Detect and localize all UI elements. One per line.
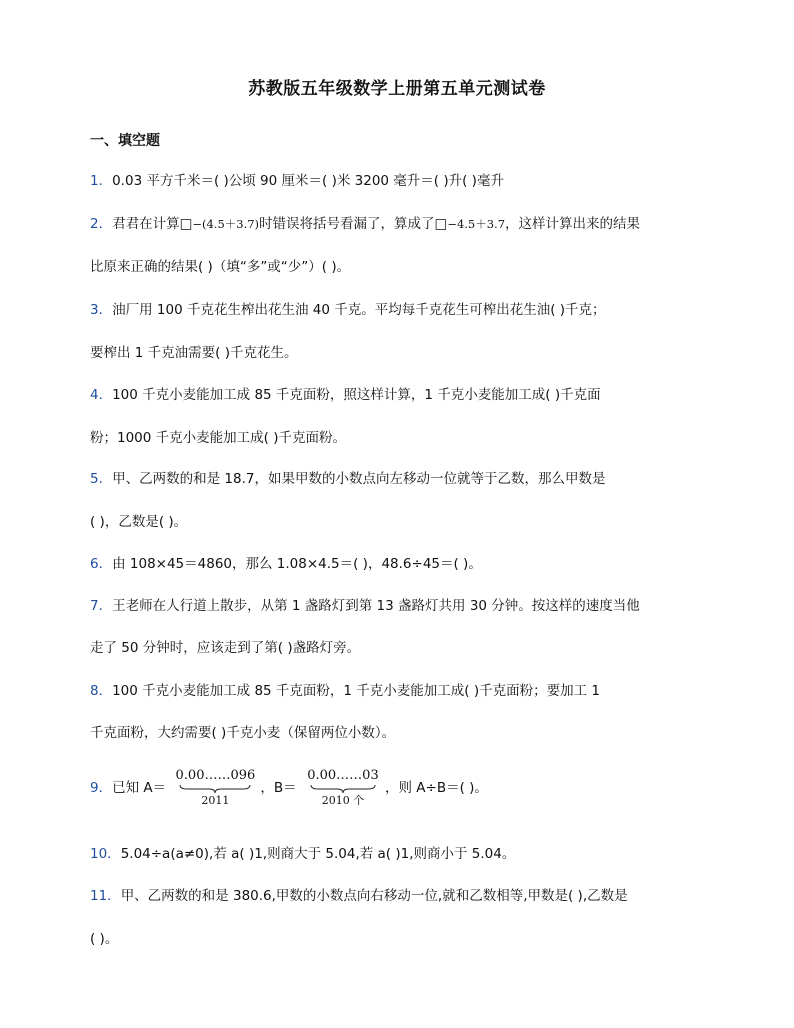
question-number: 8． [90,683,113,699]
question-text: ，这样计算出来的结果 [505,216,641,232]
repeating-decimal: 0.00……096 [175,768,256,783]
question-8 [90,681,600,701]
question-5 [90,469,605,489]
question-4-line-2: 粉；1000 千克小麦能加工成( )千克面粉。 [90,430,346,446]
question-7-line-2: 走了 50 分钟时，应该走到了第( )盏路灯旁。 [90,640,361,656]
question-text: 时错误将括号看漏了，算成了□ [259,216,448,232]
question-11-line-2: ( )。 [90,931,119,947]
question-text: 由 108×45＝4860，那么 1.08×4.5＝( )，48.6÷45＝( )。 [112,556,482,572]
underbrace-icon [310,784,376,794]
question-number: 2． [90,216,113,232]
question-number: 11． [90,888,121,904]
question-text: 100 千克小麦能加工成 85 千克面粉，照这样计算，1 千克小麦能加工成( )千克面 [112,387,601,403]
underbrace-icon [179,784,251,794]
question-1 [90,171,504,191]
question-text: 油厂用 100 千克花生榨出花生油 40 千克。平均每千克花生可榨出花生油( )千克； [112,302,606,318]
underbrace-number-a [170,768,260,808]
question-text: 君君在计算□ [112,216,193,232]
question-2-line-2: 比原来正确的结果( )（填“多”或“少”）( )。 [90,259,351,275]
question-text: 王老师在人行道上散步，从第 1 盏路灯到第 13 盏路灯共用 30 分钟。按这样的速度当他 [112,598,640,614]
question-number: 1． [90,173,113,189]
zero-count-label: 2011 [201,794,230,807]
math-expression: −(4.5＋3.7) [192,217,260,231]
question-text: ，则 A÷B＝( )。 [384,780,488,796]
question-10 [90,844,515,864]
question-4 [90,385,601,405]
question-text: 100 千克小麦能加工成 85 千克面粉，1 千克小麦能加工成( )千克面粉；要加工 1 [112,683,600,699]
question-number: 9． [90,780,113,796]
question-number: 4． [90,387,113,403]
question-number: 5． [90,471,113,487]
math-expression: −4.5＋3.7 [447,217,506,231]
question-number: 10． [90,846,121,862]
question-3-line-2: 要榨出 1 千克油需要( )千克花生。 [90,345,298,361]
question-text: 已知 A＝ [112,780,167,796]
question-6 [90,554,482,574]
question-number: 7． [90,598,113,614]
question-text: 甲、乙两数的和是 18.7，如果甲数的小数点向左移动一位就等于乙数，那么甲数是 [112,471,606,487]
question-text: 5.04÷a(a≠0),若 a( )1,则商大于 5.04,若 a( )1,则商小于 5.04。 [120,846,516,862]
zero-count-label: 2010 个 [321,794,365,807]
page-title: 苏教版五年级数学上册第五单元测试卷 [248,79,546,99]
question-2 [90,214,640,234]
question-number: 6． [90,556,113,572]
question-3 [90,300,606,320]
question-5-line-2: ( )，乙数是( )。 [90,514,188,530]
repeating-decimal: 0.00……03 [307,768,379,783]
question-text: 0.03 平方千米＝( )公顷 90 厘米＝( )米 3200 毫升＝( )升( )毫升 [112,173,504,189]
question-11 [90,886,628,906]
question-number: 3． [90,302,113,318]
question-7 [90,596,640,616]
question-9 [90,768,488,808]
section-heading: 一、填空题 [90,133,160,149]
underbrace-number-b [301,768,385,808]
question-text: ，B＝ [260,780,297,796]
question-text: 甲、乙两数的和是 380.6,甲数的小数点向右移动一位,就和乙数相等,甲数是( ),乙数是 [120,888,628,904]
question-8-line-2: 千克面粉，大约需要( )千克小麦（保留两位小数）。 [90,725,396,741]
